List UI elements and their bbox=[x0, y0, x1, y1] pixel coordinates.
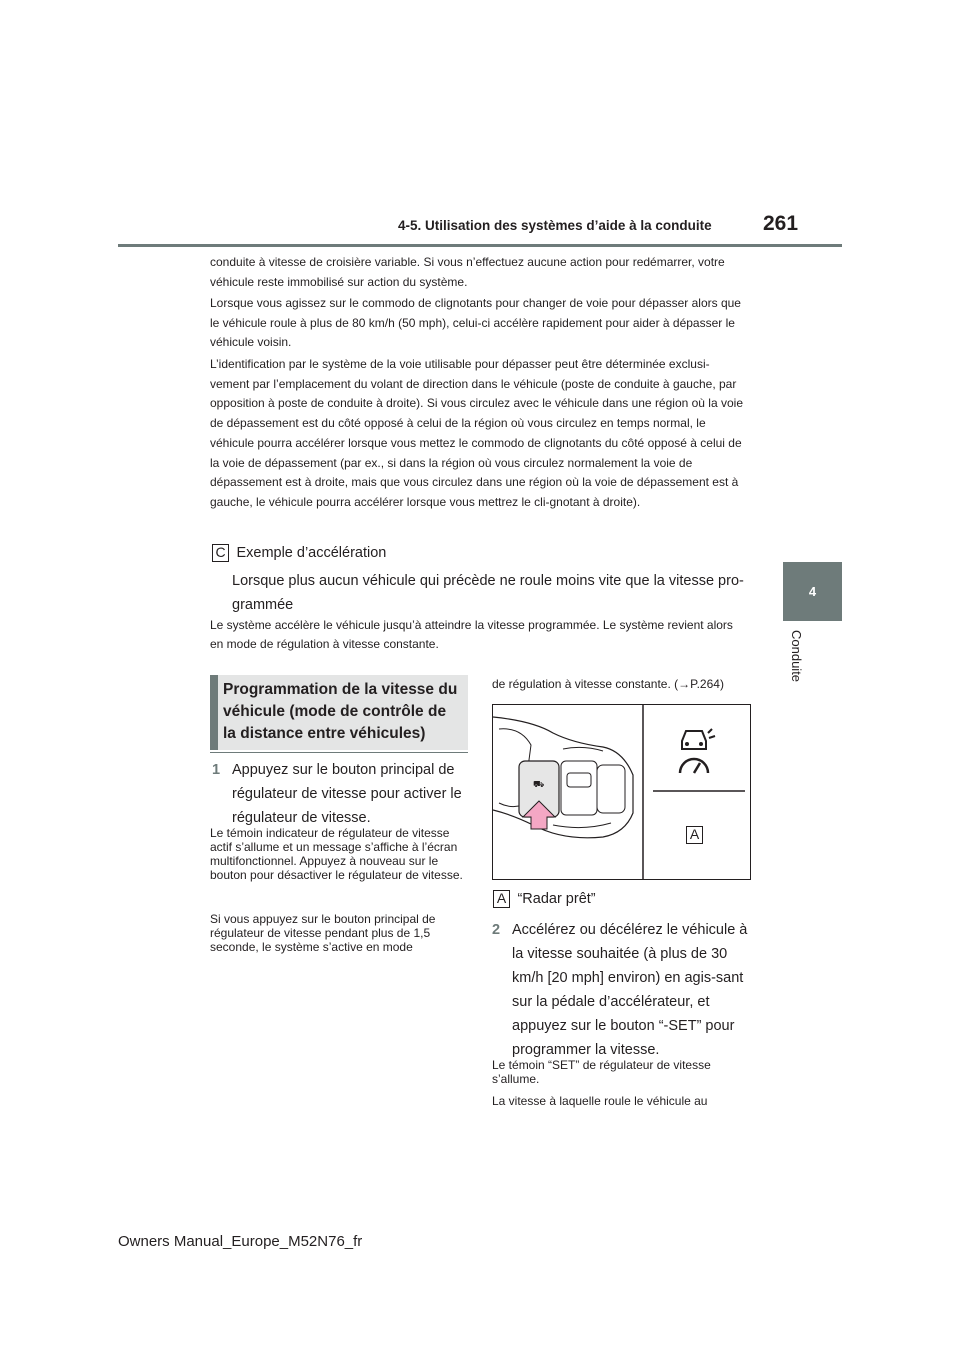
step-1-text: Appuyez sur le bouton principal de régulateur de vitesse pour activer le régulateur de vitesse. bbox=[232, 762, 462, 826]
example-body: Le système accélère le véhicule jusqu’à atteindre la vitesse programmée. Le système revient alors en mode de régulation à vitesse constante. bbox=[210, 618, 733, 651]
caption-text: “Radar prêt” bbox=[517, 891, 596, 907]
example-title: Exemple d’accélération bbox=[236, 545, 387, 561]
chapter-tab bbox=[783, 562, 842, 621]
radar-cruise-indicator-icon bbox=[680, 729, 715, 773]
example-subtitle: Lorsque plus aucun véhicule qui précède ne roule moins vite que la vitesse pro-grammée bbox=[232, 573, 744, 613]
step-1-number: 1 bbox=[212, 762, 221, 778]
intro-paragraph-3: L’identification par le système de la voie utilisable pour dépasser peut être déterminée exclusi-vement par l’emplacement du volant de direction dans le véhicule (poste de conduite à gauche, par opposition à poste de conduite à droite). Si vous circulez avec le véhicule dans une région où la voie de dépassement est du côté opposé à celui de la région où vous circulez en temps normal, le véhicule pourra accélérer lorsque vous mettez le commodo de clignotants du côté opposé à celui de la voie de dépassement (par ex., si dans la région où vous circulez normalement la voie de dépassement est à droite, mais que vous circulez dans une région où la voie de dépassement est à gauche, le véhicule pourra accélérer lorsque vous mettrez le cli-gnotant à droite). bbox=[210, 357, 743, 509]
caption-badge: A bbox=[493, 890, 510, 908]
header-rule bbox=[118, 244, 842, 247]
steering-switch-drawing bbox=[493, 705, 750, 879]
figure-caption bbox=[493, 887, 749, 911]
chapter-number: 4 bbox=[808, 584, 817, 599]
section-heading-rule bbox=[210, 752, 468, 753]
step-2-note-2: La vitesse à laquelle roule le véhicule au bbox=[492, 1094, 708, 1108]
step-2-text: Accélérez ou décélérez le véhicule à la vitesse souhaitée (à plus de 30 km/h [20 mph] environ) en agis-sant sur la pédale d’accélérateur, et appuyez sur le bouton “-SET” pour programmer la vitesse. bbox=[512, 922, 748, 1058]
step-2-number: 2 bbox=[492, 922, 501, 938]
section-heading-title: Programmation de la vitesse du véhicule (mode de contrôle de la distance entre véhicules) bbox=[223, 681, 458, 742]
intro-paragraph-2: Lorsque vous agissez sur le commodo de clignotants pour changer de voie pour dépasser alors que le véhicule roule à plus de 80 km/h (50 mph), celui-ci accélère rapidement pour aider à dépasser le véhicule voisin. bbox=[210, 296, 741, 350]
header-section-title: 4-5. Utilisation des systèmes d’aide à la conduite bbox=[398, 218, 712, 233]
cruise-button-icon: ⛟ bbox=[533, 780, 545, 790]
example-heading bbox=[212, 541, 752, 565]
example-badge: C bbox=[212, 544, 229, 562]
page-number: 261 bbox=[763, 212, 799, 235]
reference-arrow: → bbox=[678, 677, 691, 691]
footer-text: Owners Manual_Europe_M52N76_fr bbox=[118, 1233, 363, 1250]
step-2-note-1: Le témoin “SET” de régulateur de vitesse s’allume. bbox=[492, 1058, 711, 1086]
step-1-note-1: Le témoin indicateur de régulateur de vitesse actif s’allume et un message s’affiche à l’écran multifonctionnel. Appuyez à nouveau sur le bouton pour désactiver le régulateur de vitesse. bbox=[210, 826, 463, 882]
steering-wheel-illustration bbox=[492, 704, 751, 880]
intro-paragraph-1: conduite à vitesse de croisière variable. Si vous n’effectuez aucune action pour redémarrer, votre véhicule reste immobilisé sur action du système. bbox=[210, 255, 725, 289]
section-heading-bar bbox=[210, 675, 218, 750]
step-1-note-2: Si vous appuyez sur le bouton principal de régulateur de vitesse pendant plus de 1,5 seconde, le système s’active en mode bbox=[210, 912, 436, 954]
reference-page-link[interactable]: P.264) bbox=[690, 677, 724, 691]
continuation-text bbox=[492, 677, 750, 691]
continuation-line: de régulation à vitesse constante. ( bbox=[492, 677, 679, 691]
figure-badge-a: A bbox=[686, 826, 703, 844]
step-1 bbox=[212, 758, 468, 830]
chapter-label: Conduite bbox=[789, 630, 804, 683]
step-2 bbox=[492, 918, 750, 1062]
